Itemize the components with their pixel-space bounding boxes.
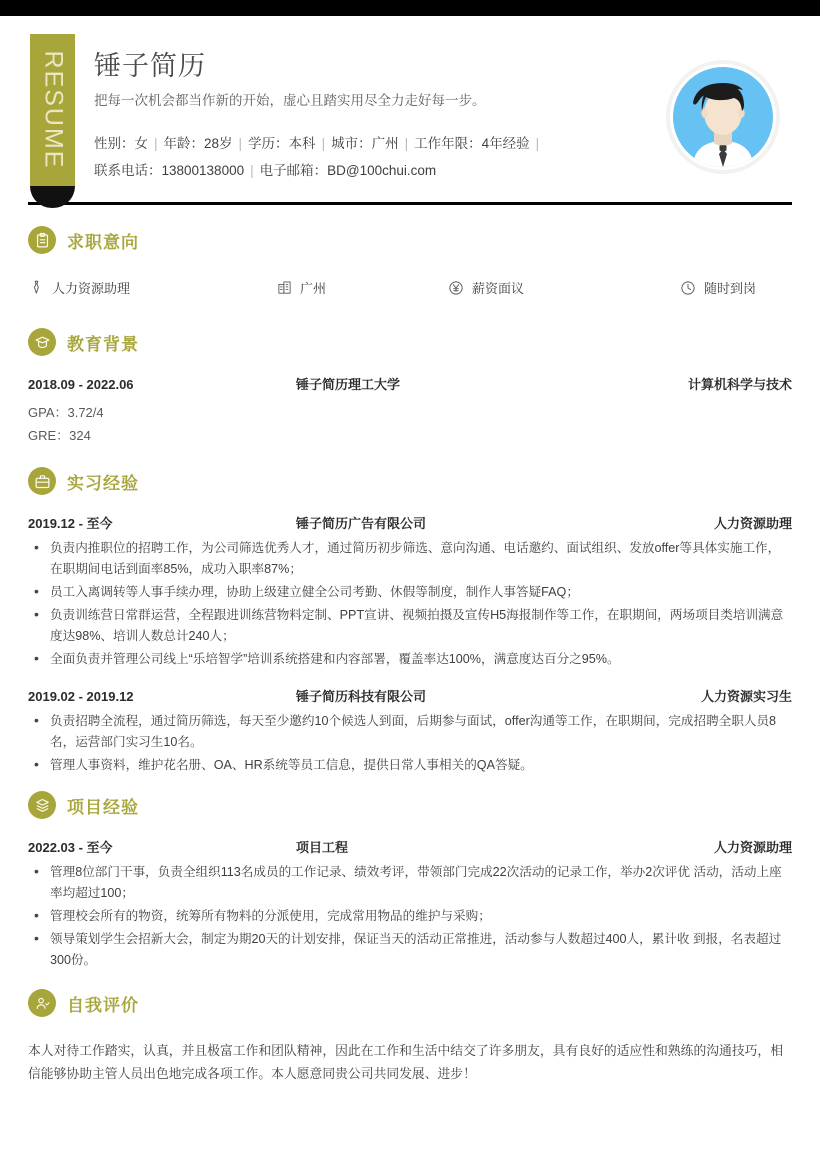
section-title: 教育背景 [67,334,139,354]
entry-organization: 锤子简历理工大学 [296,377,401,392]
entry-project-name: 项目工程 [296,840,349,855]
header-divider [28,202,792,205]
list-item: • 管理8位部门干事，负责全组织113名成员的工作记录、绩效考评，带领部门完成22次活动的记录工作，举办2次评优 活动，活动上座率均超过100； [28,862,792,904]
list-item: • 员工入离调转等人事手续办理，协助上级建立健全公司考勤、休假等制度，制作人事答疑FAQ； [28,582,792,603]
resume-ribbon [30,34,75,186]
intention-availability-label: 随时到岗 [704,281,757,296]
list-item: • 负责训练营日常群运营，全程跟进训练营物料定制、PPT宣讲、视频拍摄及宣传H5海报制作等工作，在职期间，两场项目类培训满意度达98%、培训人数总计240人； [28,605,792,647]
education-sublines [28,401,792,447]
meta-separator: | [250,163,254,178]
meta-item: 工作年限：4年经验 [414,136,530,151]
list-item: • 负责内推职位的招聘工作，为公司筛选优秀人才，通过简历初步筛选、意向沟通、电话邀约、面试组织、发放offer等具体实施工作，在职期间电话到面率85%，成功入职率87%； [28,538,792,580]
entry-role: 人力资源实习生 [700,689,792,704]
entry-organization: 锤子简历科技有限公司 [296,689,427,704]
section-title: 实习经验 [67,473,139,493]
entry-bullets [28,862,792,971]
entry-header [28,513,792,532]
intention-salary [448,278,680,297]
entry-header [28,837,792,856]
entry-header [28,374,792,393]
section-evaluation [28,987,792,1085]
entry-bullets [28,538,792,670]
internship-entry [28,686,792,776]
entry-bullets [28,711,792,776]
entry-date: 2022.03 - 至今 [28,840,113,855]
entry-date: 2019.12 - 至今 [28,516,113,531]
section-education [28,326,792,447]
meta-separator: | [404,136,409,151]
avatar-image [673,67,773,167]
meta-separator: | [238,136,243,151]
intention-availability [680,278,756,297]
yen-icon [448,280,464,296]
list-item: • 领导策划学生会招新大会，制定为期20天的计划安排，保证当天的活动正常推进，活动参与人数超过400人，累计收 到报，名表超过300份。 [28,929,792,971]
section-header [28,987,792,1019]
list-item: • 负责招聘全流程，通过简历筛选，每天至少邀约10个候选人到面，后期参与面试，offer沟通等工作，在职期间，完成招聘全职人员8名，运营部门实习生10名。 [28,711,792,753]
header-meta [94,130,654,184]
meta-line-2 [94,157,654,184]
top-black-bar [0,0,820,16]
section-header [28,789,792,821]
intention-position-label: 人力资源助理 [52,281,131,296]
intention-city-label: 广州 [300,281,327,296]
meta-separator: | [321,136,326,151]
section-header [28,326,792,358]
intention-salary-label: 薪资面议 [472,281,525,296]
section-intention [28,224,792,297]
entry-header [28,686,792,705]
avatar-person-icon [673,67,773,167]
entry-role: 人力资源助理 [713,840,792,855]
entry-role: 人力资源助理 [713,516,792,531]
graduation-cap-icon [28,328,56,356]
meta-separator: | [154,136,158,151]
clipboard-icon [28,226,56,254]
meta-item: 性别：女 [94,136,148,151]
resume-header [0,16,820,203]
entry-major: 计算机科学与技术 [687,377,792,392]
section-title: 求职意向 [67,232,139,252]
avatar [670,64,776,170]
list-item: • 管理校会所有的物资，统筹所有物料的分派使用，完成常用物品的维护与采购； [28,906,792,927]
entry-date: 2019.02 - 2019.12 [28,689,134,704]
building-icon [276,280,292,296]
briefcase-icon [28,467,56,495]
section-project [28,789,792,973]
intention-row [28,278,792,297]
section-title: 自我评价 [67,995,139,1015]
header-text-block [94,48,654,184]
education-entry [28,374,792,447]
person-check-icon [28,989,56,1017]
list-item: • 管理人事资料，维护花名册、OA、HR系统等员工信息，提供日常人事相关的QA答疑。 [28,755,792,776]
meta-line-1 [94,130,654,157]
ribbon-label: RESUME [39,50,67,170]
section-header [28,224,792,256]
entry-date: 2018.09 - 2022.06 [28,377,134,392]
tie-icon [28,280,44,296]
section-header [28,465,792,497]
list-item: • 全面负责并管理公司线上“乐培智学”培训系统搭建和内容部署，覆盖率达100%，满意度达百分之95%。 [28,649,792,670]
project-entry [28,837,792,971]
meta-item: 年龄：28岁 [163,136,233,151]
meta-separator: | [535,136,540,151]
meta-item: 联系电话：13800138000 [94,163,245,178]
layers-icon [28,791,56,819]
section-title: 项目经验 [67,797,139,817]
meta-item: 电子邮箱：BD@100chui.com [259,163,437,178]
meta-item: 学历：本科 [248,136,316,151]
education-gpa: GPA：3.72/4 [28,405,104,420]
internship-entry [28,513,792,670]
evaluation-text: 本人对待工作踏实，认真，并且极富工作和团队精神，因此在工作和生活中结交了许多朋友，具有良好的适应性和熟练的沟通技巧，相信能够协助主管人员出色地完成各项工作。本人愿意同贵公司共同发展、进步！ [28,1043,784,1081]
education-gre: GRE：324 [28,428,91,443]
intention-city [276,278,448,297]
section-internship [28,465,792,778]
intention-position [28,278,276,297]
page-title: 锤子简历 [94,51,206,81]
meta-item: 城市：广州 [331,136,399,151]
entry-organization: 锤子简历广告有限公司 [296,516,427,531]
header-slogan: 把每一次机会都当作新的开始，虚心且踏实用尽全力走好每一步。 [94,93,486,108]
clock-icon [680,280,696,296]
